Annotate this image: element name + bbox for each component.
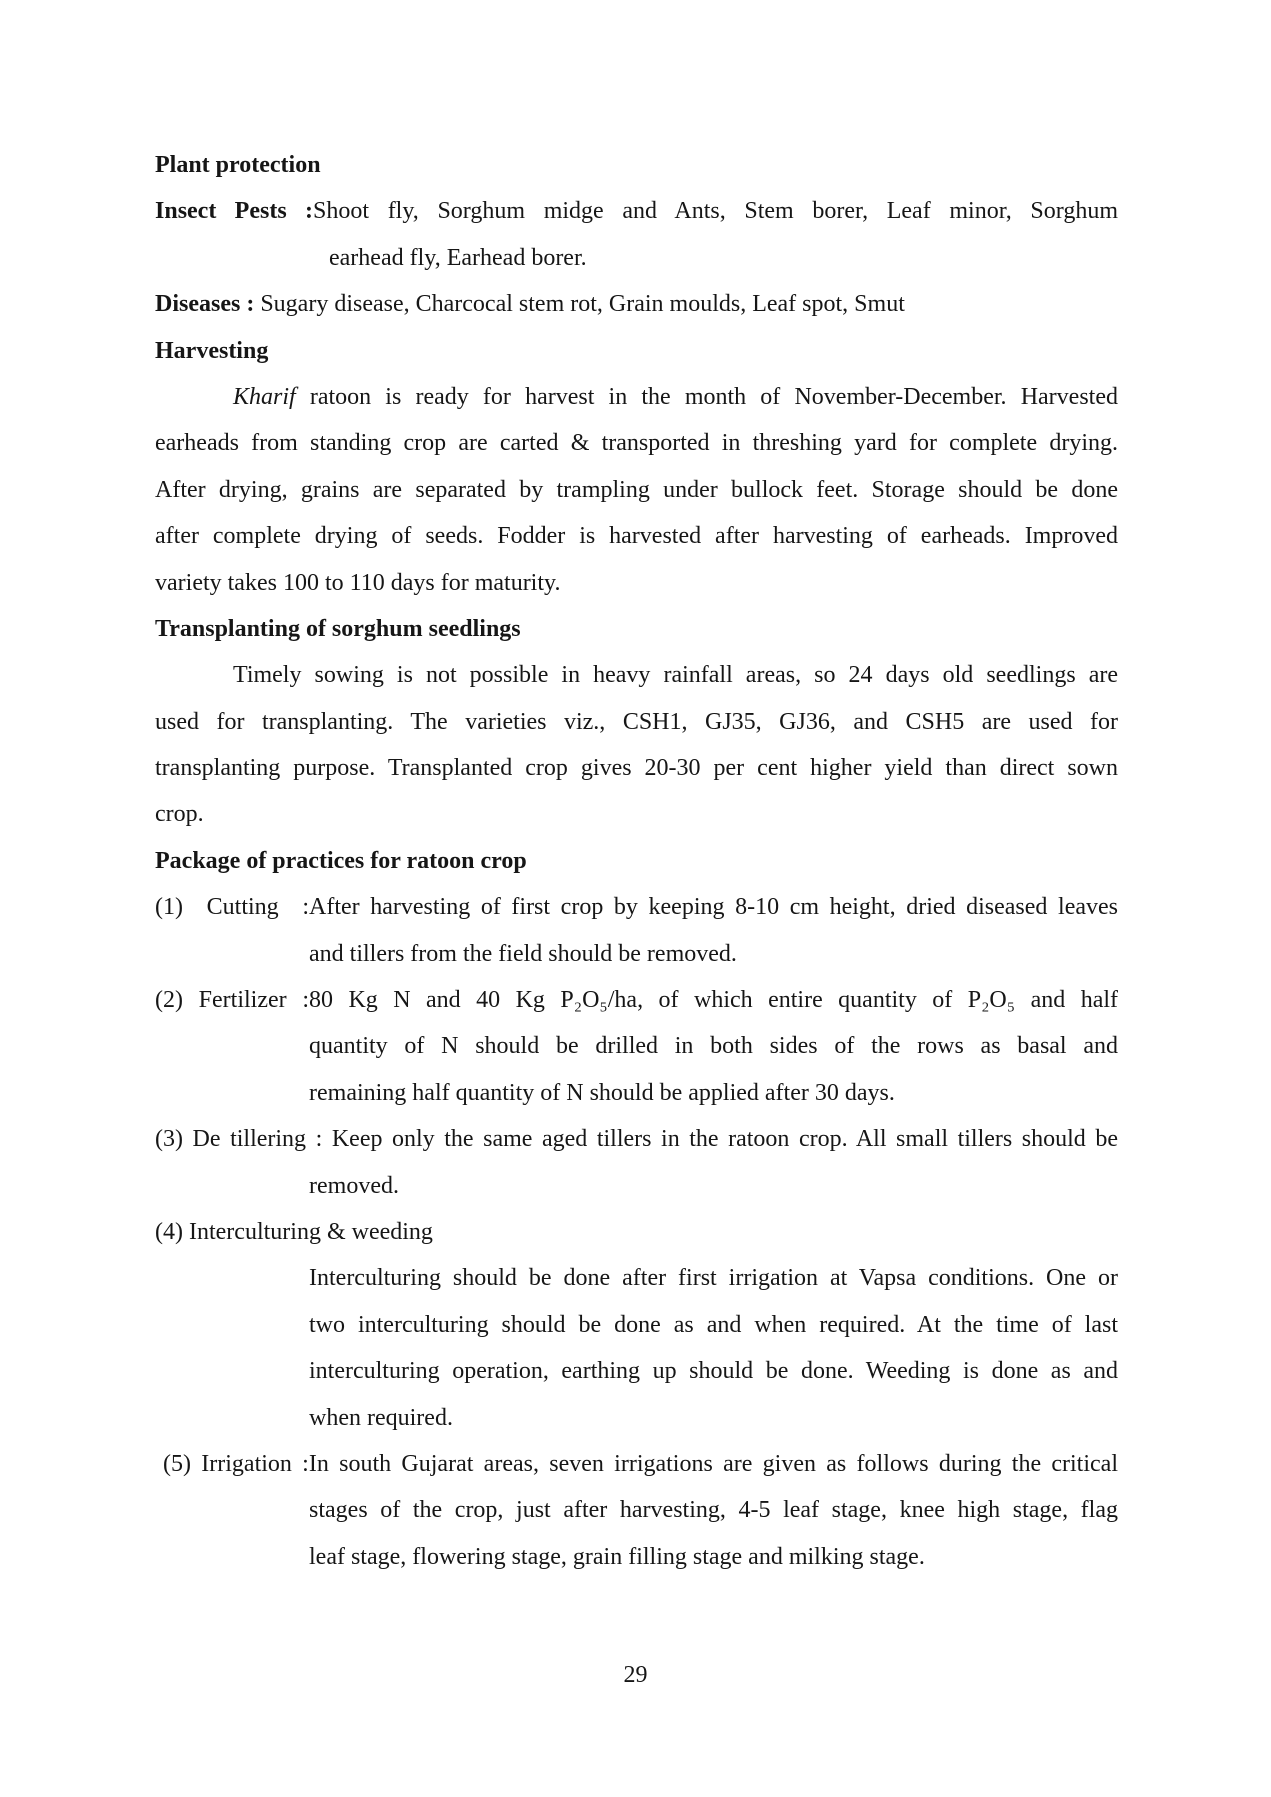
- item4-text-3: interculturing operation, earthing up should be done. Weeding is done as and: [309, 1358, 1118, 1385]
- diseases-label: Diseases :: [155, 291, 255, 318]
- item4-text-2: two interculturing should be done as and when required. At the time of last: [309, 1311, 1118, 1338]
- transplanting-line-2: [155, 699, 1118, 745]
- item5-text-2: stages of the crop, just after harvesting, 4-5 leaf stage, knee high stage, flag: [309, 1497, 1118, 1524]
- item2-line-1: [155, 977, 1118, 1023]
- item4-label-line: [155, 1209, 1118, 1255]
- item2-line-2: [155, 1023, 1118, 1069]
- page-number: 29: [623, 1662, 648, 1688]
- item5-line-3: [155, 1534, 1118, 1580]
- item1-label: (1) Cutting :: [155, 894, 309, 921]
- heading-harvesting: Harvesting: [155, 337, 269, 364]
- item4-line-3: [155, 1348, 1118, 1394]
- heading-plant-protection: Plant protection: [155, 152, 321, 178]
- transplanting-line-3: [155, 745, 1118, 791]
- transplanting-text-2: used for transplanting. The varieties viz., CSH1, GJ35, GJ36, and CSH5 are used for: [155, 708, 1118, 735]
- insect-pests-text-2: earhead fly, Earhead borer.: [329, 244, 587, 271]
- diseases-line: [155, 281, 1118, 327]
- item3-text-2: removed.: [309, 1172, 399, 1199]
- insect-pests-line-1: [155, 188, 1118, 234]
- transplanting-text-4: crop.: [155, 801, 204, 828]
- item4-line-2: [155, 1302, 1118, 1348]
- item1-text-1: After harvesting of first crop by keeping 8-10 cm height, dried diseased leaves: [309, 894, 1118, 921]
- item4-text-4: when required.: [309, 1404, 453, 1431]
- item3-line-2: [155, 1163, 1118, 1209]
- harvesting-text-2: earheads from standing crop are carted & transported in threshing yard for complete drying.: [155, 430, 1118, 457]
- item1-line-1: [155, 884, 1118, 930]
- heading-transplanting: Transplanting of sorghum seedlings: [155, 615, 521, 642]
- item2-label: (2) Fertilizer :: [155, 987, 309, 1014]
- item3-text-1: Keep only the same aged tillers in the ratoon crop. All small tillers should be: [322, 1126, 1119, 1153]
- kharif-italic: Kharif: [233, 383, 296, 410]
- heading-package: Package of practices for ratoon crop: [155, 847, 527, 874]
- harvesting-text-5: variety takes 100 to 110 days for maturity.: [155, 569, 561, 596]
- harvesting-line-3: [155, 467, 1118, 513]
- item5-text-1: In south Gujarat areas, seven irrigations are given as follows during the critical: [308, 1450, 1118, 1477]
- harvesting-text-1: ratoon is ready for harvest in the month of November-December. Harvested: [295, 383, 1118, 410]
- harvesting-line-5: [155, 560, 1118, 606]
- harvesting-line-2: [155, 420, 1118, 466]
- item1-text-2: and tillers from the field should be removed.: [309, 940, 737, 967]
- item5-line-2: [155, 1487, 1118, 1533]
- harvesting-text-4: after complete drying of seeds. Fodder is harvested after harvesting of earheads. Improved: [155, 523, 1118, 550]
- diseases-text: Sugary disease, Charcocal stem rot, Grain moulds, Leaf spot, Smut: [254, 291, 905, 318]
- harvesting-text-3: After drying, grains are separated by trampling under bullock feet. Storage should be done: [155, 476, 1118, 503]
- transplanting-line-4: [155, 791, 1118, 837]
- item2-line-3: [155, 1070, 1118, 1116]
- item5-line-1: [155, 1441, 1118, 1487]
- item4-line-1: [155, 1255, 1118, 1301]
- transplanting-text-1: Timely sowing is not possible in heavy rainfall areas, so 24 days old seedlings are: [233, 662, 1118, 689]
- item5-text-3: leaf stage, flowering stage, grain filling stage and milking stage.: [309, 1543, 925, 1570]
- harvesting-line-1: [155, 374, 1118, 420]
- item4-line-4: [155, 1395, 1118, 1441]
- item3-line-1: [155, 1116, 1118, 1162]
- item5-label: (5) Irrigation :: [163, 1450, 309, 1477]
- harvesting-line-4: [155, 513, 1118, 559]
- transplanting-line-1: [155, 652, 1118, 698]
- insect-pests-line-2: [155, 235, 1118, 281]
- insect-pests-label: Insect Pests :: [155, 198, 313, 225]
- transplanting-text-3: transplanting purpose. Transplanted crop gives 20-30 per cent higher yield than direct sown: [155, 755, 1118, 782]
- page-body: [155, 142, 1118, 1580]
- item1-line-2: [155, 931, 1118, 977]
- item4-text-1: Interculturing should be done after first irrigation at Vapsa conditions. One or: [309, 1265, 1118, 1292]
- item2-text-1: 80 Kg N and 40 Kg P₂O₅/ha, of which entire quantity of P₂O₅ and half: [309, 987, 1118, 1014]
- item4-label: (4) Interculturing & weeding: [155, 1218, 433, 1245]
- item3-label: (3) De tillering :: [155, 1126, 323, 1153]
- item2-text-3: remaining half quantity of N should be applied after 30 days.: [309, 1079, 895, 1106]
- item2-text-2: quantity of N should be drilled in both sides of the rows as basal and: [309, 1033, 1118, 1060]
- insect-pests-text-1: Shoot fly, Sorghum midge and Ants, Stem borer, Leaf minor, Sorghum: [313, 198, 1118, 225]
